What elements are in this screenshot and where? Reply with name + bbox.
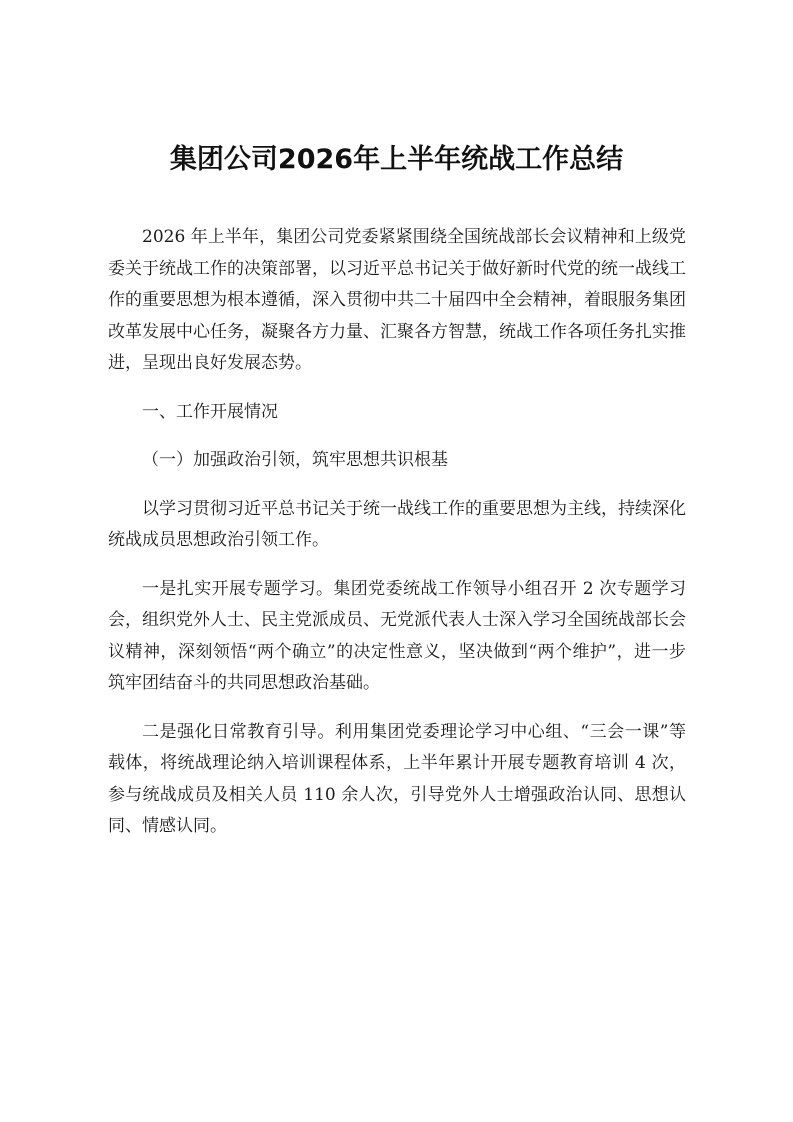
subsection-intro-paragraph: 以学习贯彻习近平总书记关于统一战线工作的重要思想为主线，持续深化统战成员思想政治引领工作。 [108,498,686,550]
section-heading: 一、工作开展情况 [142,401,278,422]
intro-paragraph: 2026 年上半年，集团公司党委紧紧围绕全国统战部长会议精神和上级党委关于统战工作的决策部署，以习近平总书记关于做好新时代党的统一战线工作的重要思想为根本遵循，深入贯彻中共二十届四中全会精神，着眼服务集团改革发展中心任务，凝聚各方力量、汇聚各方智慧，统战工作各项任务扎实推进，呈现出良好发展态势。 [108,227,686,373]
point-paragraph-1: 一是扎实开展专题学习。集团党委统战工作领导小组召开 2 次专题学习会，组织党外人士、民主党派成员、无党派代表人士深入学习全国统战部长会议精神，深刻领悟“两个确立”的决定性意义，坚决做到“两个维护”，进一步筑牢团结奋斗的共同思想政治基础。 [108,578,686,693]
document-body [108,222,686,860]
subsection-heading: （一）加强政治引领，筑牢思想共识根基 [142,450,448,470]
document-title: 集团公司2026年上半年统战工作总结 [169,144,624,175]
point-paragraph-2: 二是强化日常教育引导。利用集团党委理论学习中心组、“三会一课”等载体，将统战理论纳入培训课程体系，上半年累计开展专题教育培训 4 次，参与统战成员及相关人员 110 余人次，引导党外人士增强政治认同、思想认同、情感认同。 [108,721,686,836]
